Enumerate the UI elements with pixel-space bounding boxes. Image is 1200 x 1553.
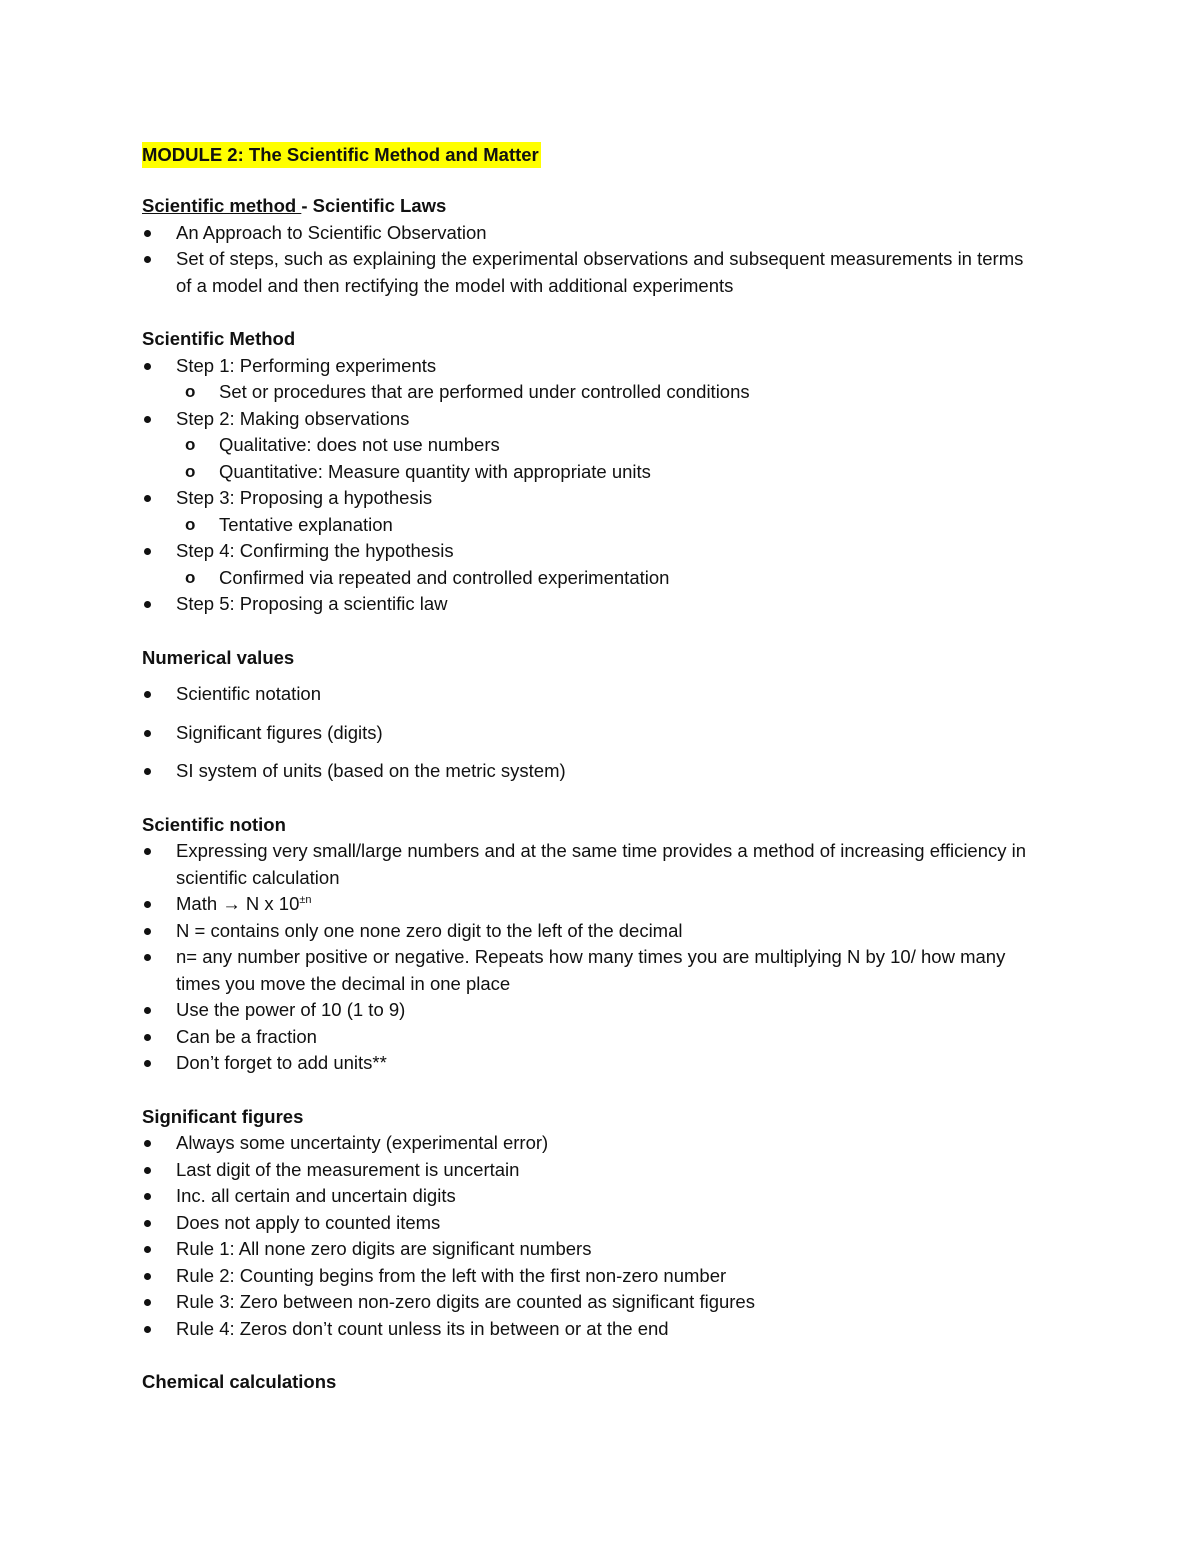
bullet-icon [144, 416, 151, 423]
section-significant-figures [142, 1104, 1042, 1343]
section-chemical-calculations [142, 1369, 1042, 1396]
sub-bullet-icon: o [185, 567, 196, 587]
sub-item [176, 565, 1042, 592]
list-item [142, 891, 1042, 918]
section-scientific-method-laws [142, 193, 1042, 299]
list-item [142, 758, 1042, 785]
sub-bullet-icon: o [185, 435, 196, 454]
list-item-text: SI system of units (based on the metric system) [176, 760, 566, 781]
list-item-text: Does not apply to counted items [176, 1211, 441, 1233]
list-item [142, 1157, 1042, 1184]
sub-item-text: Qualitative: does not use numbers [219, 434, 500, 455]
bullet-list [142, 681, 1042, 785]
list-item [142, 246, 1042, 299]
bullet-icon [144, 1060, 151, 1067]
module-title: MODULE 2: The Scientific Method and Matter [142, 142, 541, 168]
bullet-icon [144, 1220, 151, 1227]
section-scientific-method-steps [142, 326, 1042, 618]
sub-list [176, 379, 1042, 406]
list-item-text: Rule 3: Zero between non-zero digits are counted as significant figures [176, 1291, 755, 1312]
step-label: Step 5: Proposing a scientific law [176, 593, 448, 614]
list-item [142, 220, 1042, 247]
section-numerical-values [142, 645, 1042, 785]
bullet-icon [144, 954, 151, 961]
bullet-icon [144, 1273, 151, 1280]
section-heading: Scientific notion [142, 813, 286, 835]
heading-underlined: Scientific method [142, 195, 302, 216]
list-item [142, 1183, 1042, 1210]
list-item-text: An Approach to Scientific Observation [176, 221, 487, 243]
list-item-text: Rule 4: Zeros don’t count unless its in between or at the end [176, 1317, 669, 1339]
sub-item [176, 432, 1042, 459]
module-title-wrap [142, 142, 1042, 193]
section-heading: Significant figures [142, 1105, 304, 1127]
step-label: Step 3: Proposing a hypothesis [176, 487, 433, 508]
sub-item [176, 459, 1042, 486]
bullet-icon [144, 1034, 151, 1041]
list-item [142, 1210, 1042, 1237]
steps-list [142, 353, 1042, 618]
list-item-text: Significant figures (digits) [176, 721, 383, 743]
bullet-icon [144, 1326, 151, 1333]
list-item-text: Don’t forget to add units** [176, 1052, 387, 1073]
bullet-list [142, 838, 1042, 1077]
bullet-icon [144, 730, 151, 737]
list-item [142, 997, 1042, 1024]
bullet-icon [144, 691, 151, 698]
list-item-text: n= any number positive or negative. Repeats how many times you are multiplying N by 10/ how many times you move the decimal in one place [176, 946, 1006, 994]
bullet-icon [144, 230, 151, 237]
sub-item-text: Tentative explanation [219, 513, 393, 535]
sub-item [176, 512, 1042, 539]
section-heading: Scientific Method [142, 328, 296, 349]
bullet-icon [144, 768, 151, 775]
list-item-text: Use the power of 10 (1 to 9) [176, 999, 406, 1020]
list-item [142, 838, 1042, 891]
bullet-icon [144, 901, 151, 908]
list-item [142, 720, 1042, 747]
bullet-list [142, 1130, 1042, 1342]
list-item-text: Last digit of the measurement is uncertain [176, 1158, 520, 1180]
list-item-text: Scientific notation [176, 683, 322, 704]
step-label: Step 1: Performing experiments [176, 354, 437, 376]
list-item [142, 1130, 1042, 1157]
list-item-text: Can be a fraction [176, 1025, 317, 1047]
step-item [142, 485, 1042, 538]
section-heading: Numerical values [142, 646, 295, 668]
list-item-text: Expressing very small/large numbers and at the same time provides a method of increasing efficiency in scientific calculation [176, 840, 1027, 888]
bullet-icon [144, 1246, 151, 1253]
section-heading: Chemical calculations [142, 1371, 337, 1392]
sub-bullet-icon: o [185, 514, 196, 534]
list-item-text: Rule 1: All none zero digits are significant numbers [176, 1238, 592, 1259]
sub-item [176, 379, 1042, 406]
list-item [142, 681, 1042, 708]
heading-rest: - Scientific Laws [301, 195, 447, 216]
bullet-icon [144, 848, 151, 855]
step-item [142, 353, 1042, 406]
section-scientific-notion [142, 812, 1042, 1077]
list-item-text: Inc. all certain and uncertain digits [176, 1185, 456, 1206]
sub-list [176, 565, 1042, 592]
sub-list [176, 432, 1042, 485]
list-item [142, 944, 1042, 997]
list-item [142, 1236, 1042, 1263]
sub-item-text: Set or procedures that are performed under controlled conditions [219, 381, 750, 402]
bullet-icon [144, 928, 151, 935]
sub-list [176, 512, 1042, 539]
list-item [142, 1050, 1042, 1077]
bullet-icon [144, 1140, 151, 1147]
bullet-icon [144, 601, 151, 608]
bullet-icon [144, 256, 151, 263]
bullet-list [142, 220, 1042, 300]
step-label: Step 4: Confirming the hypothesis [176, 540, 454, 561]
sub-item-text: Quantitative: Measure quantity with appropriate units [219, 460, 651, 482]
step-label: Step 2: Making observations [176, 407, 410, 429]
step-item [142, 591, 1042, 618]
list-item [142, 918, 1042, 945]
list-item [142, 1024, 1042, 1051]
list-item-text: Always some uncertainty (experimental error) [176, 1132, 549, 1153]
math-expression: Math → N x 10 [176, 893, 300, 914]
sub-bullet-icon: o [185, 382, 196, 401]
section-heading [142, 193, 1042, 220]
step-item [142, 406, 1042, 486]
list-item-text: Set of steps, such as explaining the experimental observations and subsequent measurements in terms of a model and then rectifying the model with additional experiments [176, 248, 1024, 296]
list-item-text: Rule 2: Counting begins from the left with the first non-zero number [176, 1264, 727, 1286]
list-item [142, 1316, 1042, 1343]
bullet-icon [144, 1007, 151, 1014]
sub-item-text: Confirmed via repeated and controlled experimentation [219, 566, 670, 588]
list-item [142, 1263, 1042, 1290]
document-page [142, 142, 1042, 1423]
bullet-icon [144, 363, 151, 370]
list-item [142, 1289, 1042, 1316]
bullet-icon [144, 1167, 151, 1174]
bullet-icon [144, 495, 151, 502]
bullet-icon [144, 1299, 151, 1306]
sub-bullet-icon: o [185, 461, 196, 481]
math-exponent: ±n [299, 893, 312, 906]
step-item [142, 538, 1042, 591]
bullet-icon [144, 548, 151, 555]
list-item-text: N = contains only one none zero digit to the left of the decimal [176, 919, 683, 941]
bullet-icon [144, 1193, 151, 1200]
